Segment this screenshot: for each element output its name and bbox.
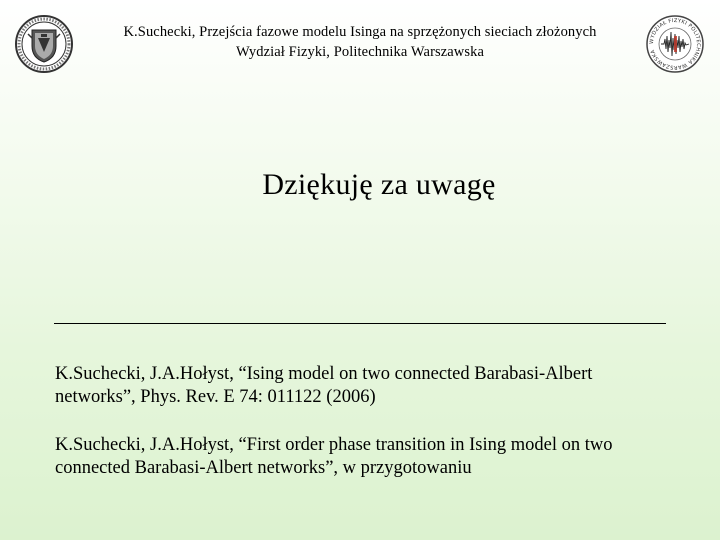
header-author-title: K.Suchecki, Przejścia fazowe modelu Isinga na sprzężonych sieciach złożonych [123, 24, 597, 40]
reference-item [55, 434, 665, 480]
reference-line: K.Suchecki, J.A.Hołyst, “Ising model on two connected Barabasi-Albert [55, 364, 593, 384]
right-logo-ring-text: WYDZIAŁ FIZYKI POLITECHNIKA WARSZAWSKA [648, 17, 702, 71]
slide-header [90, 22, 630, 62]
header-institution: Wydział Fizyki, Politechnika Warszawska [235, 44, 485, 60]
divider [54, 323, 666, 324]
university-seal-icon [14, 14, 74, 74]
reference-line: K.Suchecki, J.A.Hołyst, “First order phase transition in Ising model on two [55, 435, 613, 455]
faculty-of-physics-seal-icon [645, 14, 705, 74]
slide-title: Dziękuję za uwagę [262, 168, 496, 201]
reference-line: networks”, Phys. Rev. E 74: 011122 (2006) [55, 387, 376, 407]
reference-item [55, 363, 665, 409]
reference-line: connected Barabasi-Albert networks”, w przygotowaniu [55, 458, 472, 478]
